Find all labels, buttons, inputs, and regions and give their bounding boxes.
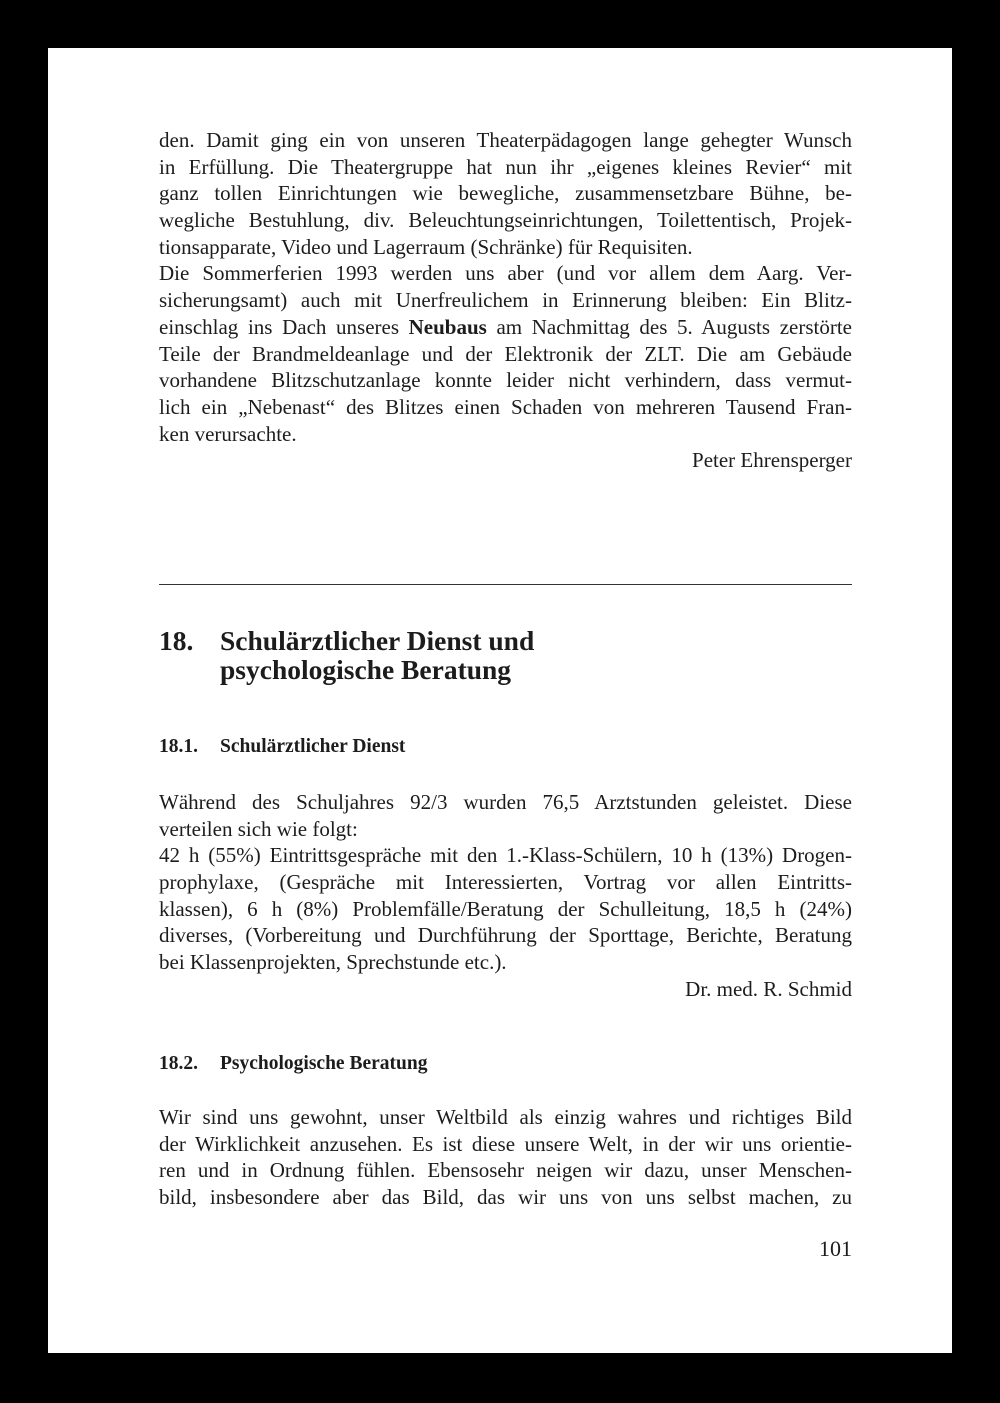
- section-heading: [159, 1052, 427, 1076]
- text-line: Die Sommerferien 1993 werden uns aber (und vor allem dem Aarg. Ver-: [159, 261, 852, 286]
- text-line: ganz tollen Einrichtungen wie bewegliche, zusammensetzbare Bühne, be-: [159, 181, 852, 206]
- text-line: prophylaxe, (Gespräche mit Interessierten, Vortrag vor allen Eintritts-: [159, 870, 852, 895]
- section-divider: [159, 584, 852, 585]
- text-line: ken verursachte.: [159, 421, 297, 446]
- text-line: den. Damit ging ein von unseren Theaterpädagogen lange gehegter Wunsch: [159, 128, 852, 152]
- text-line: bild, insbesondere aber das Bild, das wir uns von uns selbst machen, zu: [159, 1185, 852, 1210]
- text-line: klassen), 6 h (8%) Problemfälle/Beratung der Schulleitung, 18,5 h (24%): [159, 896, 852, 921]
- text-line: [159, 314, 852, 341]
- text-line: vorhandene Blitzschutzanlage konnte leider nicht verhindern, dass vermut-: [159, 368, 852, 393]
- text-line: diverses, (Vorbereitung und Durchführung der Sporttage, Berichte, Beratung: [159, 923, 852, 948]
- text-line: lich ein „Nebenast“ des Blitzes einen Schaden von mehreren Tausend Fran-: [159, 394, 852, 419]
- text-line: ren und in Ordnung fühlen. Ebensosehr neigen wir dazu, unser Menschen-: [159, 1158, 852, 1183]
- chapter-number: 18.: [159, 625, 194, 656]
- text-line: Teile der Brandmeldeanlage und der Elektronik der ZLT. Die am Gebäude: [159, 341, 852, 366]
- author-signature: Dr. med. R. Schmid: [685, 976, 852, 1001]
- section1-paragraph: [159, 789, 852, 1003]
- section-title: Schulärztlicher Dienst: [220, 736, 406, 757]
- text-segment: einschlag ins Dach unseres: [159, 314, 409, 339]
- chapter-title-line: Schulärztlicher Dienst und: [220, 625, 535, 656]
- text-line: der Wirklichkeit anzusehen. Es ist diese unsere Welt, in der wir uns orientie-: [159, 1131, 852, 1156]
- author-signature: Peter Ehrensperger: [692, 448, 852, 473]
- chapter-title: [220, 626, 534, 684]
- section-title: Psychologische Beratung: [220, 1053, 428, 1074]
- page-number: 101: [819, 1236, 852, 1261]
- text-line: 42 h (55%) Eintrittsgespräche mit den 1.-Klass-Schülern, 10 h (13%) Drogen-: [159, 843, 852, 868]
- text-line: sicherungsamt) auch mit Unerfreulichem in Erinnerung bleiben: Ein Blitz-: [159, 288, 852, 313]
- text-line: bei Klassenprojekten, Sprechstunde etc.).: [159, 950, 507, 975]
- chapter-title-line: psychologische Beratung: [220, 654, 512, 685]
- section-number: 18.2.: [159, 1053, 198, 1074]
- intro-paragraph: [159, 127, 852, 474]
- text-segment: am Nachmittag des 5. Augusts zerstörte: [486, 314, 852, 339]
- section2-paragraph: [159, 1104, 852, 1211]
- section-number: 18.1.: [159, 736, 198, 757]
- section-heading: [159, 735, 405, 759]
- bold-term: Neubaus: [408, 314, 487, 339]
- text-line: tionsapparate, Video und Lagerraum (Schränke) für Requisiten.: [159, 234, 693, 259]
- text-line: in Erfüllung. Die Theatergruppe hat nun ihr „eigenes kleines Revier“ mit: [159, 154, 852, 179]
- document-page: [48, 48, 952, 1353]
- text-line: wegliche Bestuhlung, div. Beleuchtungseinrichtungen, Toilettentisch, Projek-: [159, 208, 852, 233]
- text-line: Während des Schuljahres 92/3 wurden 76,5 Arztstunden geleistet. Diese: [159, 790, 852, 814]
- chapter-heading: [159, 626, 534, 684]
- text-line: verteilen sich wie folgt:: [159, 816, 358, 841]
- text-line: Wir sind uns gewohnt, unser Weltbild als einzig wahres und richtiges Bild: [159, 1105, 852, 1129]
